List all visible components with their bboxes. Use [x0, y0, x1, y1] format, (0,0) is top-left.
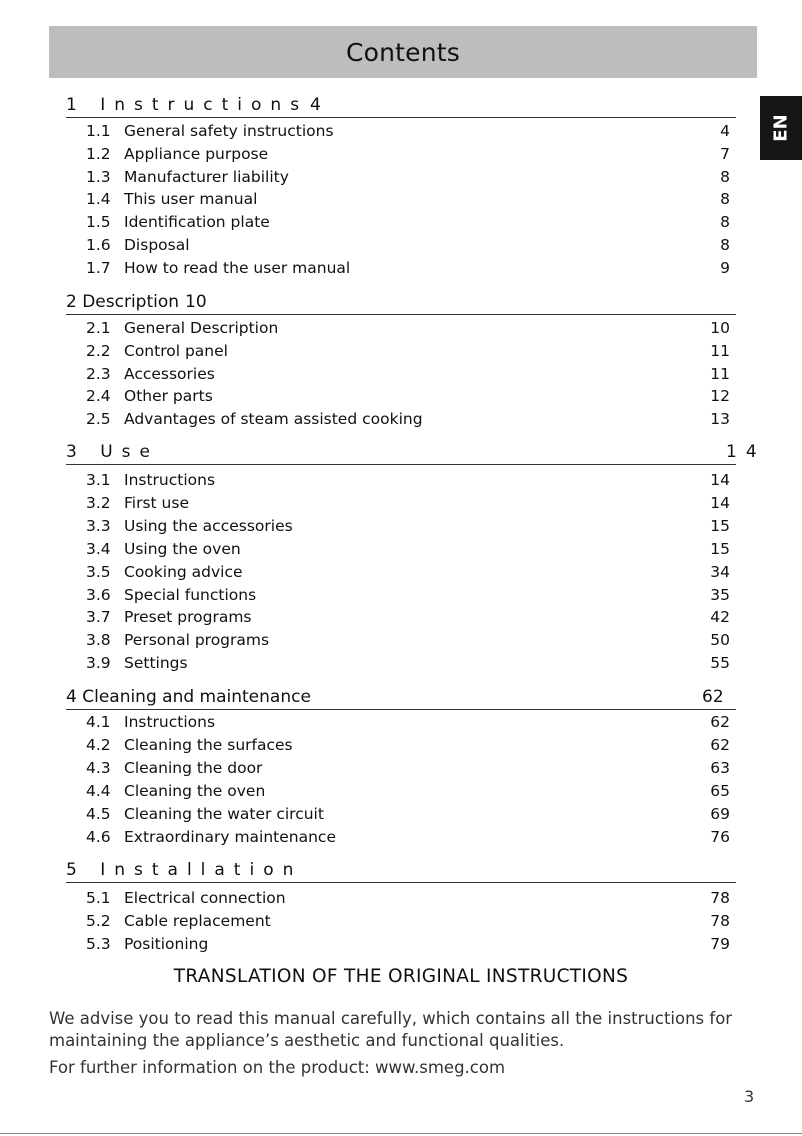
entry-number: 2.3: [86, 365, 111, 383]
entry-number: 4.6: [86, 828, 111, 846]
entry-title: Extraordinary maintenance: [124, 828, 336, 846]
section-heading[interactable]: [66, 859, 736, 883]
entry-number: 2.2: [86, 342, 111, 360]
toc-entry[interactable]: [86, 606, 730, 628]
entry-title: Appliance purpose: [124, 145, 269, 163]
section-heading[interactable]: [66, 441, 766, 465]
entry-title: General Description: [124, 319, 279, 337]
entry-page: 8: [720, 190, 730, 208]
entry-title: Cleaning the water circuit: [124, 805, 324, 823]
entry-page: 9: [720, 259, 730, 277]
toc-entry[interactable]: [86, 211, 730, 233]
section-title: 3 Use: [66, 442, 159, 462]
toc-entry[interactable]: [86, 234, 730, 256]
entry-page: 63: [710, 759, 730, 777]
toc-entry[interactable]: [86, 120, 730, 142]
entry-page: 65: [710, 782, 730, 800]
toc-entry[interactable]: [86, 317, 730, 339]
entry-page: 15: [710, 540, 730, 558]
toc-entry[interactable]: [86, 887, 730, 909]
section-page: 4: [310, 95, 330, 115]
intro-paragraph: We advise you to read this manual carefully, which contains all the instructions for maintaining the appliance’s aesthetic and functional qualities.: [49, 1009, 733, 1050]
entry-page: 50: [710, 631, 730, 649]
entry-page: 62: [710, 713, 730, 731]
toc-entry[interactable]: [86, 584, 730, 606]
entry-page: 42: [710, 608, 730, 626]
section-title: 2 Description: [66, 292, 180, 312]
entry-number: 1.2: [86, 145, 111, 163]
toc-entry[interactable]: [86, 734, 730, 756]
toc-entry[interactable]: [86, 385, 730, 407]
entry-number: 4.1: [86, 713, 111, 731]
entry-number: 3.9: [86, 654, 111, 672]
entry-number: 2.4: [86, 387, 111, 405]
entry-number: 1.3: [86, 168, 111, 186]
entry-page: 10: [710, 319, 730, 337]
section-heading[interactable]: [66, 94, 736, 118]
toc-entry[interactable]: [86, 910, 730, 932]
toc-entry[interactable]: [86, 711, 730, 733]
section-page: 10: [185, 292, 207, 312]
entry-title: Electrical connection: [124, 889, 286, 907]
entry-page: 4: [720, 122, 730, 140]
entry-page: 11: [710, 342, 730, 360]
entry-number: 4.3: [86, 759, 111, 777]
entry-number: 3.4: [86, 540, 111, 558]
entry-number: 3.3: [86, 517, 111, 535]
toc-entry[interactable]: [86, 340, 730, 362]
entry-number: 5.2: [86, 912, 111, 930]
entry-title: Using the oven: [124, 540, 241, 558]
toc-entry[interactable]: [86, 780, 730, 802]
toc-entry[interactable]: [86, 492, 730, 514]
entry-title: Preset programs: [124, 608, 252, 626]
entry-number: 3.1: [86, 471, 111, 489]
toc-entry[interactable]: [86, 188, 730, 210]
entry-number: 2.1: [86, 319, 111, 337]
section-title: 1 Instructions: [66, 95, 309, 115]
entry-title: Personal programs: [124, 631, 270, 649]
entry-page: 14: [710, 471, 730, 489]
entry-title: Accessories: [124, 365, 215, 383]
toc-entry[interactable]: [86, 561, 730, 583]
bottom-divider: [0, 1133, 802, 1134]
entry-page: 55: [710, 654, 730, 672]
toc-entry[interactable]: [86, 363, 730, 385]
entry-number: 1.4: [86, 190, 111, 208]
section-page: 14: [726, 442, 766, 462]
entry-page: 8: [720, 168, 730, 186]
section-heading[interactable]: [66, 291, 736, 315]
toc-entry[interactable]: [86, 257, 730, 279]
entry-page: 79: [710, 935, 730, 953]
entry-title: This user manual: [124, 190, 258, 208]
entry-title: Instructions: [124, 471, 216, 489]
language-tab-label: EN: [770, 114, 792, 142]
toc-entry[interactable]: [86, 515, 730, 537]
entry-title: Instructions: [124, 713, 216, 731]
section-heading[interactable]: [66, 686, 736, 710]
entry-number: 4.4: [86, 782, 111, 800]
info-paragraph: For further information on the product: www.smeg.com: [49, 1058, 506, 1077]
toc-entry[interactable]: [86, 538, 730, 560]
entry-title: First use: [124, 494, 189, 512]
entry-number: 4.2: [86, 736, 111, 754]
entry-number: 4.5: [86, 805, 111, 823]
entry-title: Identification plate: [124, 213, 270, 231]
entry-number: 1.5: [86, 213, 111, 231]
entry-page: 62: [710, 736, 730, 754]
entry-title: Cleaning the oven: [124, 782, 266, 800]
entry-title: Control panel: [124, 342, 228, 360]
section-title: 5 Installation: [66, 860, 303, 880]
entry-title: Disposal: [124, 236, 190, 254]
entry-page: 76: [710, 828, 730, 846]
entry-number: 3.6: [86, 586, 111, 604]
entry-title: Special functions: [124, 586, 257, 604]
entry-title: Settings: [124, 654, 188, 672]
translation-heading: TRANSLATION OF THE ORIGINAL INSTRUCTIONS: [173, 966, 629, 987]
entry-number: 1.7: [86, 259, 111, 277]
entry-page: 69: [710, 805, 730, 823]
entry-page: 8: [720, 213, 730, 231]
entry-number: 5.3: [86, 935, 111, 953]
toc-entry[interactable]: [86, 469, 730, 491]
entry-title: Manufacturer liability: [124, 168, 289, 186]
entry-page: 78: [710, 889, 730, 907]
entry-title: General safety instructions: [124, 122, 334, 140]
entry-page: 8: [720, 236, 730, 254]
entry-page: 14: [710, 494, 730, 512]
toc-entry[interactable]: [86, 166, 730, 188]
toc-entry[interactable]: [86, 408, 730, 430]
entry-title: How to read the user manual: [124, 259, 351, 277]
entry-title: Cable replacement: [124, 912, 271, 930]
entry-page: 34: [710, 563, 730, 581]
entry-page: 11: [710, 365, 730, 383]
entry-number: 1.1: [86, 122, 111, 140]
entry-number: 3.2: [86, 494, 111, 512]
toc-entry[interactable]: [86, 826, 730, 848]
entry-number: 3.7: [86, 608, 111, 626]
toc-entry[interactable]: [86, 757, 730, 779]
entry-title: Other parts: [124, 387, 213, 405]
entry-page: 15: [710, 517, 730, 535]
entry-page: 7: [720, 145, 730, 163]
section-title: 4 Cleaning and maintenance: [66, 687, 311, 707]
section-page: 62: [702, 687, 724, 707]
entry-page: 35: [710, 586, 730, 604]
entry-number: 2.5: [86, 410, 111, 428]
toc-entry[interactable]: [86, 803, 730, 825]
entry-title: Cleaning the door: [124, 759, 263, 777]
entry-page: 13: [710, 410, 730, 428]
entry-number: 3.5: [86, 563, 111, 581]
entry-title: Advantages of steam assisted cooking: [124, 410, 423, 428]
entry-page: 12: [710, 387, 730, 405]
entry-title: Cleaning the surfaces: [124, 736, 293, 754]
entry-title: Positioning: [124, 935, 209, 953]
entry-title: Using the accessories: [124, 517, 293, 535]
entry-title: Cooking advice: [124, 563, 243, 581]
toc-entry[interactable]: [86, 652, 730, 674]
toc-entry[interactable]: [86, 933, 730, 955]
entry-number: 1.6: [86, 236, 111, 254]
entry-number: 5.1: [86, 889, 111, 907]
toc-entry[interactable]: [86, 143, 730, 165]
page-title: Contents: [345, 37, 461, 67]
entry-page: 78: [710, 912, 730, 930]
entry-number: 3.8: [86, 631, 111, 649]
page-number: 3: [744, 1087, 755, 1106]
toc-entry[interactable]: [86, 629, 730, 651]
